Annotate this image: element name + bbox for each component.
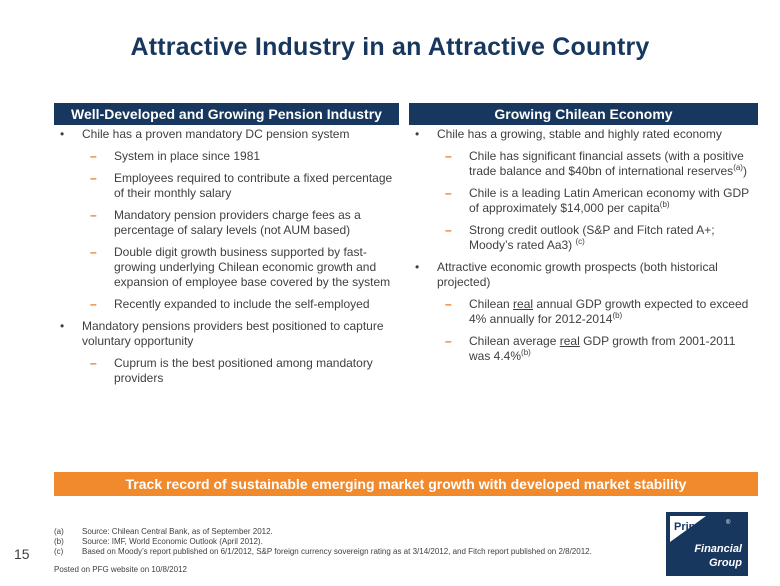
bullet-growing-economy: • Chile has a growing, stable and highly rated economy (413, 127, 758, 142)
sub-bullet-financial-assets: – Chile has significant financial assets (with a positive trade balance and $40bn of international reserves$^{(a)}$) (413, 149, 758, 179)
footnote: (b) Source: IMF, World Economic Outlook (April 2012). (54, 537, 263, 546)
posted-note: Posted on PFG website on 10/8/2012 (54, 565, 187, 574)
slide-title: Attractive Industry in an Attractive Country (130, 33, 650, 61)
sub-bullet: – System in place since 1981 (58, 149, 398, 164)
footnotes (54, 527, 592, 557)
svg-text:®: ® (726, 520, 731, 526)
left-column (58, 127, 398, 393)
right-column-header: Growing Chilean Economy (409, 103, 758, 125)
footnote: (c) Based on Moody’s report published on 6/1/2012, S&P foreign currency sovereign rating as at 3/14/2012, and Fitch report published on 2/8/2012. (54, 547, 592, 556)
footnote: (a) Source: Chilean Central Bank, as of September 2012. (54, 527, 273, 536)
right-column (413, 127, 758, 371)
bullet-dc-pension: • Chile has a proven mandatory DC pension system (58, 127, 398, 142)
sub-bullet-gdp-average: – Chilean average real GDP growth from 2001-2011 was 4.4%$^{(b)}$ (413, 334, 758, 364)
principal-financial-group-logo (666, 512, 748, 576)
summary-banner: Track record of sustainable emerging market growth with developed market stability (54, 472, 758, 496)
sub-bullet: – Double digit growth business supported by fast-growing underlying Chilean economic growth and expansion of employee base covered by the system (58, 245, 398, 290)
sub-bullet-gdp-expected: – Chilean real annual GDP growth expected to exceed 4% annually for 2012-2014$^{(b)}$ (413, 297, 758, 327)
svg-text:Group: Group (709, 557, 742, 569)
sub-bullet: – Recently expanded to include the self-employed (58, 297, 398, 312)
svg-text:Financial: Financial (694, 543, 742, 555)
sub-bullet: – Cuprum is the best positioned among mandatory providers (58, 356, 398, 386)
sub-bullet: – Employees required to contribute a fixed percentage of their monthly salary (58, 171, 398, 201)
bullet-growth-prospects: • Attractive economic growth prospects (both historical projected) (413, 260, 758, 290)
sub-bullet-gdp-per-capita: – Chile is a leading Latin American economy with GDP of approximately $14,000 per capita$^{(b)}$ (413, 186, 758, 216)
left-column-header: Well-Developed and Growing Pension Industry (54, 103, 399, 125)
page-number: 15 (14, 546, 30, 562)
sub-bullet-credit-outlook: – Strong credit outlook (S&P and Fitch rated A+; Moody’s rated Aa3) $^{(c)}$ (413, 223, 758, 253)
bullet-voluntary-opportunity: • Mandatory pensions providers best positioned to capture voluntary opportunity (58, 319, 398, 349)
sub-bullet: – Mandatory pension providers charge fees as a percentage of salary levels (not AUM based) (58, 208, 398, 238)
svg-text:Principal: Principal (674, 521, 721, 533)
